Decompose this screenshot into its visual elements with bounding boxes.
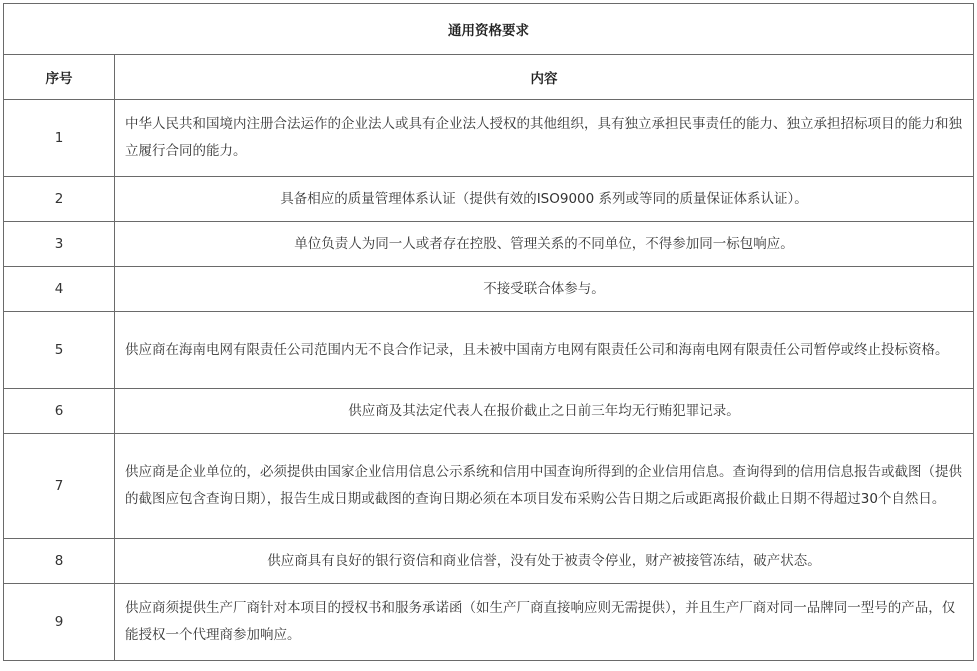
row-content: 供应商是企业单位的，必须提供由国家企业信用信息公示系统和信用中国查询所得到的企业信用信息。查询得到的信用信息报告或截图（提供的截图应包含查询日期），报告生成日期或截图的查询日期必须在本项目发布采购公告日期之后或距离报价截止日期不得超过30个自然日。	[115, 434, 974, 539]
table-row	[4, 312, 974, 389]
table-header-row	[4, 55, 974, 100]
row-content: 供应商及其法定代表人在报价截止之日前三年均无行贿犯罪记录。	[115, 389, 974, 434]
row-content: 具备相应的质量管理体系认证（提供有效的ISO9000 系列或等同的质量保证体系认证）。	[115, 177, 974, 222]
table-title-row	[4, 4, 974, 55]
row-content: 供应商须提供生产厂商针对本项目的授权书和服务承诺函（如生产厂商直接响应则无需提供），并且生产厂商对同一品牌同一型号的产品，仅能授权一个代理商参加响应。	[115, 584, 974, 661]
header-number: 序号	[4, 55, 115, 100]
row-number: 6	[4, 389, 115, 434]
qualification-table	[3, 3, 974, 661]
row-content: 中华人民共和国境内注册合法运作的企业法人或具有企业法人授权的其他组织，具有独立承担民事责任的能力、独立承担招标项目的能力和独立履行合同的能力。	[115, 100, 974, 177]
table-row	[4, 434, 974, 539]
row-content: 供应商具有良好的银行资信和商业信誉，没有处于被责令停业，财产被接管冻结，破产状态。	[115, 539, 974, 584]
header-content: 内容	[115, 55, 974, 100]
row-number: 3	[4, 222, 115, 267]
row-number: 9	[4, 584, 115, 661]
table-row	[4, 177, 974, 222]
row-number: 5	[4, 312, 115, 389]
row-content: 不接受联合体参与。	[115, 267, 974, 312]
row-number: 7	[4, 434, 115, 539]
table-title: 通用资格要求	[4, 4, 974, 55]
row-number: 8	[4, 539, 115, 584]
table-row	[4, 100, 974, 177]
table-row	[4, 222, 974, 267]
table-row	[4, 267, 974, 312]
table-row	[4, 389, 974, 434]
row-number: 4	[4, 267, 115, 312]
row-content: 单位负责人为同一人或者存在控股、管理关系的不同单位，不得参加同一标包响应。	[115, 222, 974, 267]
row-number: 2	[4, 177, 115, 222]
row-number: 1	[4, 100, 115, 177]
table-row	[4, 584, 974, 661]
row-content: 供应商在海南电网有限责任公司范围内无不良合作记录，且未被中国南方电网有限责任公司和海南电网有限责任公司暂停或终止投标资格。	[115, 312, 974, 389]
table-row	[4, 539, 974, 584]
